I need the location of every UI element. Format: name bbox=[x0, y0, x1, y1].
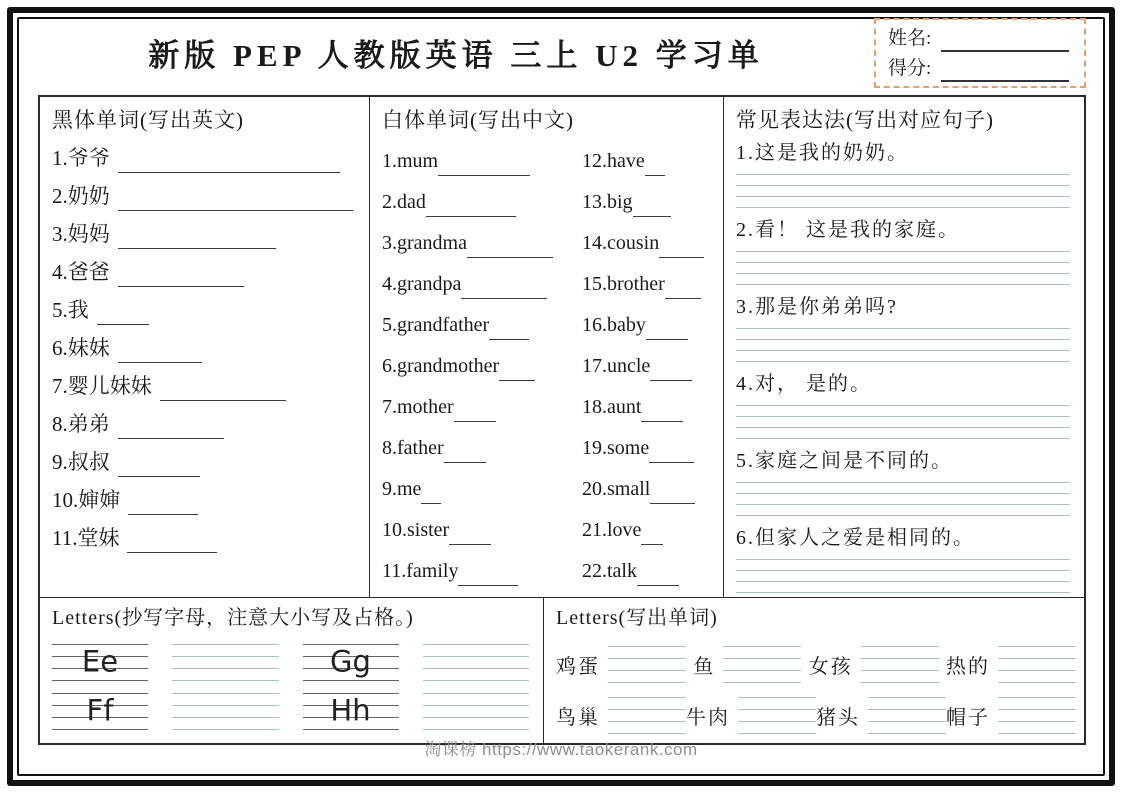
bold-words-title: 黑体单词(写出英文) bbox=[52, 108, 244, 132]
worksheet-header bbox=[38, 10, 1086, 95]
word-label: 6.妹妹 bbox=[52, 336, 110, 360]
word-label: 4.爸爸 bbox=[52, 260, 110, 284]
answer-blank bbox=[160, 396, 286, 401]
word-label: 16.baby bbox=[582, 314, 646, 336]
word-label: 11.family bbox=[382, 560, 459, 582]
white-word-item bbox=[582, 504, 719, 545]
white-word-item bbox=[582, 299, 719, 340]
score-blank-line bbox=[941, 60, 1069, 82]
word-label: 11.堂妹 bbox=[52, 526, 120, 550]
word-stave-pair bbox=[556, 697, 686, 734]
word-label: 6.grandmother bbox=[382, 355, 500, 377]
word-label: 9.me bbox=[382, 478, 422, 500]
letters-words-row bbox=[556, 697, 1076, 734]
expression-prompt: 4.对， 是的。 bbox=[736, 373, 872, 395]
letters-words-title: Letters(写出单词) bbox=[556, 607, 718, 629]
word-label: 10.sister bbox=[382, 519, 450, 541]
chinese-word-label: 女孩 bbox=[808, 656, 853, 678]
letter-sample-stave bbox=[303, 644, 399, 681]
expression-prompt: 6.但家人之爱是相同的。 bbox=[736, 527, 975, 549]
answer-blank bbox=[646, 335, 688, 340]
word-label: 7.mother bbox=[382, 396, 454, 418]
expression-item bbox=[736, 446, 1070, 517]
chinese-word-label: 鸟巢 bbox=[556, 707, 600, 729]
word-label: 20.small bbox=[582, 478, 651, 500]
white-words-title: 白体单词(写出中文) bbox=[382, 108, 574, 132]
bold-word-item bbox=[52, 439, 359, 477]
bold-word-item bbox=[52, 287, 359, 325]
word-label: 9.叔叔 bbox=[52, 450, 110, 474]
answer-stave bbox=[998, 646, 1076, 683]
answer-stave bbox=[868, 697, 946, 734]
answer-blank bbox=[97, 320, 149, 325]
expression-prompt: 1.这是我的奶奶。 bbox=[736, 142, 909, 164]
answer-blank bbox=[650, 376, 692, 381]
word-label: 3.妈妈 bbox=[52, 222, 110, 246]
bold-word-item bbox=[52, 173, 359, 211]
writing-lines bbox=[736, 405, 1070, 440]
white-words-columns bbox=[382, 135, 719, 586]
answer-stave bbox=[608, 697, 686, 734]
answer-blank bbox=[645, 171, 665, 176]
section-white-words bbox=[370, 97, 724, 597]
bold-words-list bbox=[52, 135, 359, 553]
answer-blank bbox=[449, 540, 491, 545]
word-stave-pair bbox=[809, 646, 939, 683]
answer-blank bbox=[127, 548, 217, 553]
word-label: 7.婴儿妹妹 bbox=[52, 374, 152, 398]
expressions-list bbox=[736, 138, 1070, 594]
worksheet-title: 新版 PEP 人教版英语 三上 U2 学习单 bbox=[148, 38, 764, 73]
sample-letters: Ee bbox=[81, 643, 119, 678]
answer-blank bbox=[421, 499, 441, 504]
sample-letters: Ff bbox=[86, 692, 114, 727]
word-label: 15.brother bbox=[582, 273, 665, 295]
white-word-item bbox=[382, 176, 582, 217]
practice-stave bbox=[172, 693, 279, 730]
writing-lines bbox=[736, 328, 1070, 363]
expression-item bbox=[736, 215, 1070, 286]
answer-blank bbox=[118, 434, 224, 439]
answer-blank bbox=[118, 244, 276, 249]
expression-item bbox=[736, 138, 1070, 209]
expression-item bbox=[736, 369, 1070, 440]
word-stave-pair bbox=[556, 646, 686, 683]
table-bottom-row bbox=[40, 598, 1084, 743]
letter-sample-stave bbox=[52, 693, 148, 730]
answer-blank bbox=[426, 212, 516, 217]
white-word-item bbox=[382, 135, 582, 176]
white-word-item bbox=[382, 545, 582, 586]
letters-copy-row bbox=[52, 693, 529, 730]
letters-copy-title: Letters(抄写字母，注意大小写及占格。) bbox=[52, 607, 414, 629]
answer-blank bbox=[467, 253, 553, 258]
section-bold-words bbox=[40, 97, 370, 597]
word-label: 22.talk bbox=[582, 560, 637, 582]
answer-stave bbox=[861, 646, 939, 683]
word-stave-pair bbox=[946, 646, 1076, 683]
answer-blank bbox=[489, 335, 529, 340]
section-expressions bbox=[724, 97, 1084, 597]
white-words-left-list bbox=[382, 135, 582, 586]
word-stave-pair bbox=[686, 697, 816, 734]
chinese-word-label: 帽子 bbox=[946, 707, 990, 729]
word-label: 3.grandma bbox=[382, 232, 467, 254]
answer-blank bbox=[637, 581, 679, 586]
expression-prompt: 2.看！ 这是我的家庭。 bbox=[736, 219, 960, 241]
white-word-item bbox=[382, 258, 582, 299]
word-stave-pair bbox=[693, 646, 801, 683]
white-word-item bbox=[382, 217, 582, 258]
answer-stave bbox=[608, 646, 686, 683]
expression-item bbox=[736, 523, 1070, 594]
writing-lines bbox=[736, 174, 1070, 209]
answer-blank bbox=[444, 458, 486, 463]
word-label: 21.love bbox=[582, 519, 642, 541]
answer-blank bbox=[438, 171, 530, 176]
chinese-word-label: 鸡蛋 bbox=[556, 656, 600, 678]
white-word-item bbox=[382, 340, 582, 381]
chinese-word-label: 热的 bbox=[945, 656, 990, 678]
bold-word-item bbox=[52, 325, 359, 363]
answer-blank bbox=[118, 206, 353, 211]
answer-blank bbox=[659, 253, 704, 258]
word-label: 8.father bbox=[382, 437, 444, 459]
answer-blank bbox=[641, 417, 683, 422]
white-word-item bbox=[382, 504, 582, 545]
word-label: 5.我 bbox=[52, 298, 89, 322]
watermark: 淘课榜 https://www.taokerank.com bbox=[424, 740, 698, 759]
white-word-item bbox=[582, 217, 719, 258]
letters-words-rows bbox=[556, 646, 1076, 734]
white-word-item bbox=[582, 135, 719, 176]
white-word-item bbox=[582, 545, 719, 586]
white-word-item bbox=[582, 381, 719, 422]
answer-stave bbox=[738, 697, 816, 734]
expressions-title: 常见表达法(写出对应句子) bbox=[736, 108, 994, 132]
name-label: 姓名: bbox=[888, 27, 932, 49]
word-label: 4.grandpa bbox=[382, 273, 462, 295]
writing-lines bbox=[736, 482, 1070, 517]
word-label: 2.dad bbox=[382, 191, 426, 213]
chinese-word-label: 鱼 bbox=[693, 656, 716, 678]
expression-item bbox=[736, 292, 1070, 363]
answer-blank bbox=[650, 499, 695, 504]
answer-blank bbox=[665, 294, 701, 299]
letters-words-row bbox=[556, 646, 1076, 683]
white-word-item bbox=[582, 258, 719, 299]
answer-blank bbox=[118, 282, 244, 287]
answer-blank bbox=[649, 458, 694, 463]
answer-blank bbox=[461, 294, 547, 299]
bold-word-item bbox=[52, 249, 359, 287]
letter-sample-stave bbox=[52, 644, 148, 681]
bold-word-item bbox=[52, 135, 359, 173]
answer-blank bbox=[633, 212, 671, 217]
bold-word-item bbox=[52, 401, 359, 439]
word-label: 18.aunt bbox=[582, 396, 642, 418]
answer-blank bbox=[641, 540, 663, 545]
practice-stave bbox=[423, 644, 530, 681]
answer-stave bbox=[998, 697, 1076, 734]
name-row bbox=[888, 26, 1074, 52]
letters-copy-rows bbox=[52, 644, 529, 730]
white-word-item bbox=[382, 381, 582, 422]
answer-blank bbox=[454, 417, 496, 422]
letter-sample-stave bbox=[303, 693, 399, 730]
section-letters-copy bbox=[40, 598, 544, 743]
answer-blank bbox=[128, 510, 198, 515]
worksheet-content bbox=[38, 10, 1086, 745]
bold-word-item bbox=[52, 477, 359, 515]
white-word-item bbox=[582, 176, 719, 217]
word-label: 1.mum bbox=[382, 150, 439, 172]
word-label: 13.big bbox=[582, 191, 633, 213]
answer-blank bbox=[118, 472, 200, 477]
practice-stave bbox=[423, 693, 530, 730]
white-word-item bbox=[382, 299, 582, 340]
word-label: 1.爷爷 bbox=[52, 146, 110, 170]
word-label: 10.婶婶 bbox=[52, 488, 121, 512]
white-word-item bbox=[382, 463, 582, 504]
sample-letters: Hh bbox=[330, 692, 371, 727]
word-label: 12.have bbox=[582, 150, 645, 172]
bold-word-item bbox=[52, 515, 359, 553]
chinese-word-label: 猪头 bbox=[816, 707, 860, 729]
score-row bbox=[888, 56, 1074, 82]
answer-blank bbox=[458, 581, 518, 586]
score-label: 得分: bbox=[888, 57, 932, 79]
letters-copy-row bbox=[52, 644, 529, 681]
writing-lines bbox=[736, 559, 1070, 594]
white-word-item bbox=[582, 422, 719, 463]
word-stave-pair bbox=[946, 697, 1076, 734]
word-stave-pair bbox=[816, 697, 946, 734]
table-top-row bbox=[40, 97, 1084, 598]
white-word-item bbox=[582, 340, 719, 381]
section-letters-words bbox=[544, 598, 1084, 743]
writing-lines bbox=[736, 251, 1070, 286]
word-label: 5.grandfather bbox=[382, 314, 490, 336]
bold-word-item bbox=[52, 363, 359, 401]
word-label: 2.奶奶 bbox=[52, 184, 110, 208]
worksheet-table bbox=[38, 95, 1086, 745]
answer-blank bbox=[118, 358, 202, 363]
bold-word-item bbox=[52, 211, 359, 249]
answer-blank bbox=[118, 168, 340, 173]
expression-prompt: 5.家庭之间是不同的。 bbox=[736, 450, 953, 472]
chinese-word-label: 牛肉 bbox=[686, 707, 730, 729]
name-score-box bbox=[874, 18, 1086, 88]
practice-stave bbox=[172, 644, 279, 681]
answer-blank bbox=[499, 376, 535, 381]
word-label: 8.弟弟 bbox=[52, 412, 110, 436]
white-word-item bbox=[582, 463, 719, 504]
expression-prompt: 3.那是你弟弟吗? bbox=[736, 296, 898, 318]
word-label: 14.cousin bbox=[582, 232, 660, 254]
sample-letters: Gg bbox=[330, 643, 371, 678]
white-word-item bbox=[382, 422, 582, 463]
white-words-right-list bbox=[582, 135, 719, 586]
name-blank-line bbox=[941, 30, 1069, 52]
word-label: 19.some bbox=[582, 437, 650, 459]
answer-stave bbox=[723, 646, 801, 683]
word-label: 17.uncle bbox=[582, 355, 651, 377]
